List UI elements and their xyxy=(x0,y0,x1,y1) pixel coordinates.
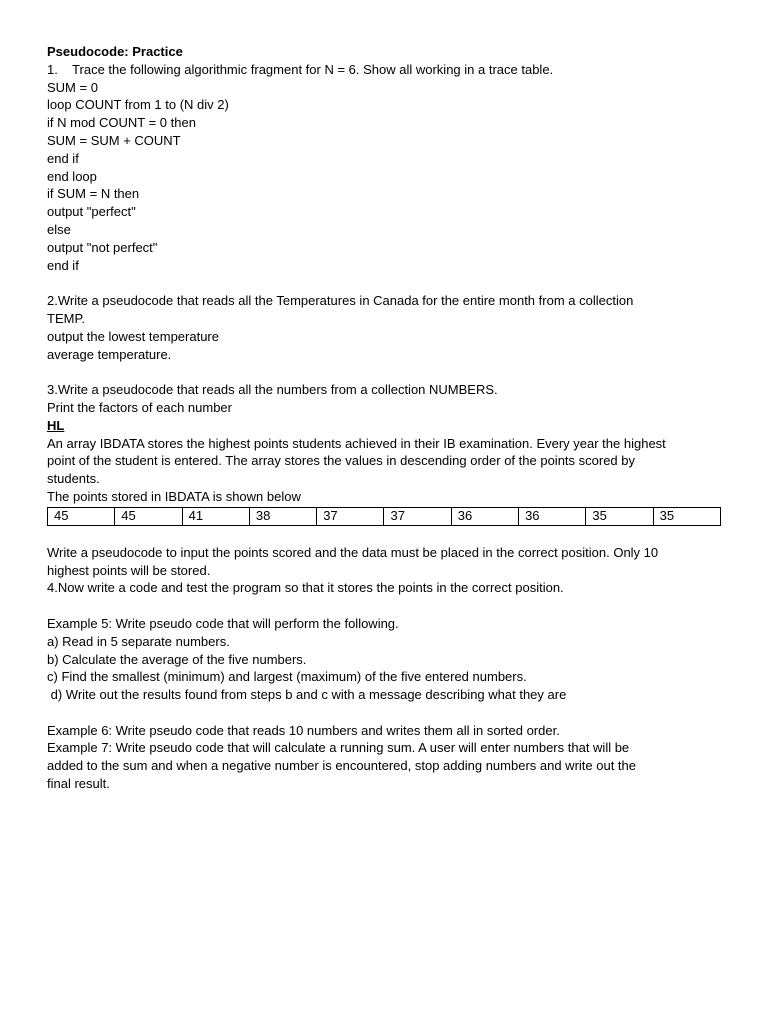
ex5-item: c) Find the smallest (minimum) and largest (maximum) of the five entered numbers. xyxy=(47,669,527,685)
spacer xyxy=(47,597,727,615)
table-cell: 36 xyxy=(451,507,518,525)
ibdata-table xyxy=(47,507,721,526)
hl-instruction: Write a pseudocode to input the points scored and the data must be placed in the correct position. Only 10 xyxy=(47,544,659,560)
code-line: SUM = 0 xyxy=(47,79,98,95)
code-line: if N mod COUNT = 0 then xyxy=(47,115,196,131)
ex5-title: Example 5: Write pseudo code that will perform the following. xyxy=(47,615,399,631)
code-line: end if xyxy=(47,150,79,166)
table-cell: 36 xyxy=(519,507,586,525)
ex7-line: added to the sum and when a negative number is encountered, stop adding numbers and write out the xyxy=(47,758,636,774)
code-line: else xyxy=(47,221,71,237)
code-line: output "not perfect" xyxy=(47,239,158,255)
code-line: end loop xyxy=(47,168,97,184)
spacer xyxy=(47,363,727,381)
table-cell: 38 xyxy=(249,507,316,525)
q4-line: 4.Now write a code and test the program so that it stores the points in the correct position. xyxy=(47,580,564,596)
q2-line: TEMP. xyxy=(47,310,86,326)
table-cell: 35 xyxy=(653,507,720,525)
q2-line: output the lowest temperature xyxy=(47,328,219,344)
ex6-line: Example 6: Write pseudo code that reads 10 numbers and writes them all in sorted order. xyxy=(47,722,560,738)
hl-paragraph: An array IBDATA stores the highest points students achieved in their IB examination. Every year the highest xyxy=(47,435,666,451)
q3-line: Print the factors of each number xyxy=(47,399,232,415)
code-line: if SUM = N then xyxy=(47,186,140,202)
table-cell: 37 xyxy=(384,507,451,525)
table-cell: 45 xyxy=(48,507,115,525)
page-title: Pseudocode: Practice xyxy=(47,44,183,59)
q1-prompt: 1. Trace the following algorithmic fragment for N = 6. Show all working in a trace table. xyxy=(47,61,554,77)
hl-heading: HL xyxy=(47,417,65,433)
ex5-item: d) Write out the results found from steps b and c with a message describing what they are xyxy=(47,687,567,703)
ex7-line: Example 7: Write pseudo code that will calculate a running sum. A user will enter numbers that will be xyxy=(47,740,630,756)
q3-line: 3.Write a pseudocode that reads all the numbers from a collection NUMBERS. xyxy=(47,382,498,398)
code-line: SUM = SUM + COUNT xyxy=(47,132,181,148)
ex5-item: a) Read in 5 separate numbers. xyxy=(47,633,230,649)
q2-line: 2.Write a pseudocode that reads all the Temperatures in Canada for the entire month from a collection xyxy=(47,293,634,309)
spacer xyxy=(47,704,727,722)
table-cell: 41 xyxy=(182,507,249,525)
q2-line: average temperature. xyxy=(47,346,172,362)
ex7-line: final result. xyxy=(47,776,110,792)
ex5-item: b) Calculate the average of the five numbers. xyxy=(47,651,307,667)
code-line: end if xyxy=(47,257,79,273)
table-caption: The points stored in IBDATA is shown below xyxy=(47,488,301,504)
code-line: loop COUNT from 1 to (N div 2) xyxy=(47,97,229,113)
table-cell: 37 xyxy=(317,507,384,525)
hl-instruction: highest points will be stored. xyxy=(47,562,211,578)
table-cell: 45 xyxy=(115,507,182,525)
hl-paragraph: point of the student is entered. The array stores the values in descending order of the points scored by xyxy=(47,453,636,469)
table-row xyxy=(48,507,721,525)
hl-paragraph: students. xyxy=(47,471,100,487)
spacer xyxy=(47,274,727,292)
document-page xyxy=(47,43,727,793)
code-line: output "perfect" xyxy=(47,204,136,220)
table-cell: 35 xyxy=(586,507,653,525)
